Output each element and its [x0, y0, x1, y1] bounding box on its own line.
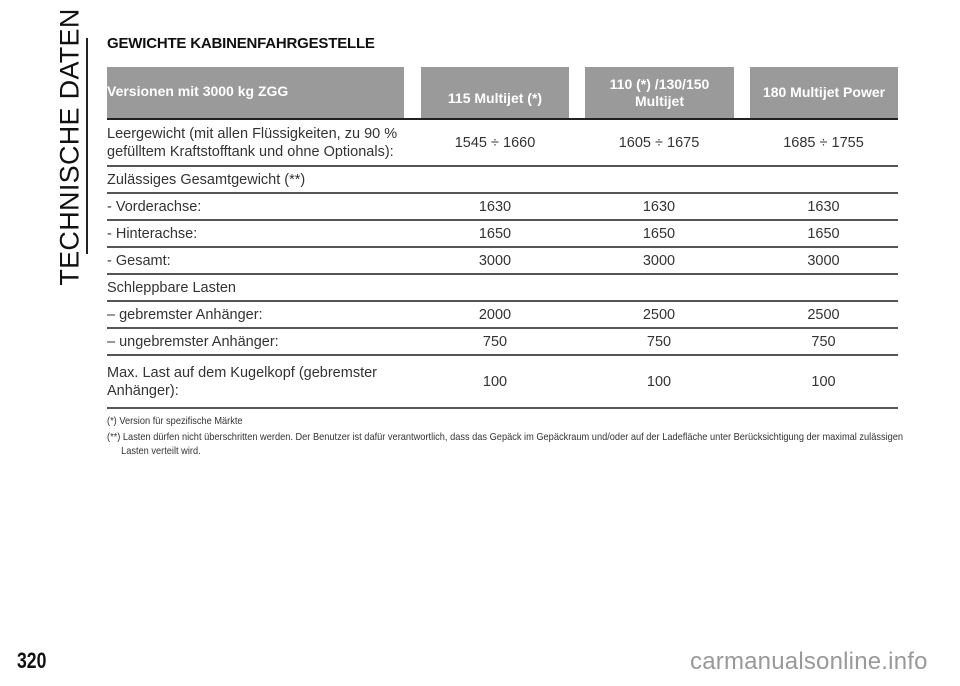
table-row [107, 329, 898, 356]
row-label: Schleppbare Lasten [107, 279, 236, 296]
row-value: 1630 [807, 198, 840, 215]
row-value: 750 [646, 333, 672, 350]
table-header [107, 67, 898, 118]
page-number: 320 [17, 648, 47, 673]
section-title: GEWICHTE KABINENFAHRGESTELLE [107, 35, 375, 52]
table-row [107, 194, 898, 221]
header-110-130-150-multijet: 110 (*) /130/150 Multijet [585, 67, 734, 118]
footnote-double-asterisk: (**) Lasten dürfen nicht überschritten werden. Der Benutzer ist dafür verantwortlich, dass das Gepäck im Gepäckraum und/oder auf der Ladefläche unter Berücksichtigung der maximal zulässigen Lasten verteilt wird. [107, 431, 904, 457]
row-value: 1630 [642, 198, 676, 215]
row-value: 2500 [642, 306, 676, 323]
row-value: 3000 [642, 252, 676, 269]
footnotes [107, 414, 904, 460]
table-row [107, 221, 898, 248]
row-value: 2000 [478, 306, 512, 323]
header-180-multijet-power: 180 Multijet Power [750, 67, 898, 118]
table-row [107, 275, 898, 302]
watermark: carmanualsonline.info [690, 648, 928, 675]
row-value: 100 [482, 373, 508, 390]
row-value: 750 [811, 333, 836, 350]
chapter-title-text: TECHNISCHE DATEN [54, 8, 85, 286]
row-value: 1685 ÷ 1755 [783, 134, 864, 151]
row-label: – gebremster Anhänger: [107, 306, 263, 323]
chapter-title [52, 8, 88, 286]
header-versions: Versionen mit 3000 kg ZGG [107, 67, 404, 118]
row-value: 1545 ÷ 1660 [454, 134, 536, 151]
row-label: - Vorderachse: [107, 198, 202, 215]
row-value: 1605 ÷ 1675 [618, 134, 700, 151]
header-115-multijet: 115 Multijet (*) [421, 67, 569, 118]
table-row [107, 356, 898, 409]
row-label: - Gesamt: [107, 252, 171, 269]
table-row [107, 302, 898, 329]
row-label: - Hinterachse: [107, 225, 198, 242]
row-value: 100 [646, 373, 672, 390]
row-value: 1630 [478, 198, 512, 215]
row-label: Leergewicht (mit allen Flüssigkeiten, zu 90 % gefülltem Kraftstofftank und ohne Optionals): [107, 125, 398, 160]
footnote-single-asterisk: (*) Version für spezifische Märkte [107, 415, 243, 427]
table-row [107, 167, 898, 194]
row-value: 100 [811, 373, 836, 390]
row-value: 1650 [807, 225, 840, 242]
row-value: 2500 [807, 306, 840, 323]
table-row [107, 120, 898, 167]
row-value: 1650 [478, 225, 512, 242]
weights-table [107, 67, 898, 409]
row-value: 3000 [807, 252, 840, 269]
table-row [107, 248, 898, 275]
chapter-divider [86, 38, 88, 254]
row-label: – ungebremster Anhänger: [107, 333, 279, 350]
row-value: 750 [482, 333, 508, 350]
row-value: 1650 [642, 225, 676, 242]
row-value: 3000 [478, 252, 512, 269]
row-label: Max. Last auf dem Kugelkopf (gebremster Anhänger): [107, 364, 377, 399]
row-label: Zulässiges Gesamtgewicht (**) [107, 171, 306, 188]
